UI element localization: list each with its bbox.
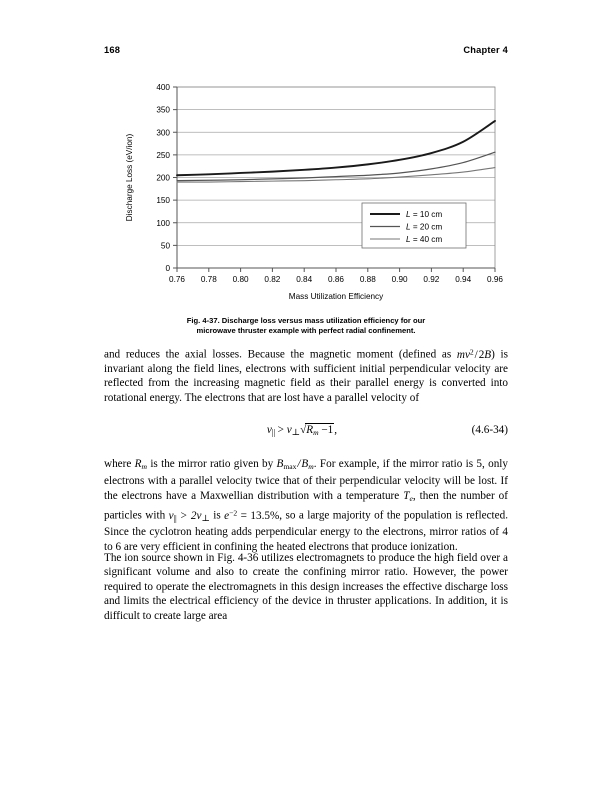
paragraph-3-text: The ion source shown in Fig. 4-36 utilizes electromagnets to produce the high field over a significant volume and also to create the confining mirror ratio. However, the power required to operate the electromagnets in this design increases the effective discharge loss and limits the electrical efficiency of the device in thruster applications. In addition, it is difficult to create large area xyxy=(104,552,508,622)
caption-line-1: Fig. 4-37. Discharge loss versus mass utilization efficiency for our xyxy=(186,316,426,325)
math-velocity-condition: v|| > 2v⊥ xyxy=(168,509,210,523)
chart-y-axis-title: Discharge Loss (eV/ion) xyxy=(125,133,134,222)
chart-x-tick-label: 0.94 xyxy=(455,275,472,284)
paragraph-1 xyxy=(104,345,508,405)
page-number: 168 xyxy=(104,45,121,55)
chart-legend-label-3: L = 40 cm xyxy=(406,235,443,244)
chart-y-tick-label: 250 xyxy=(156,150,170,160)
chart-x-axis-title: Mass Utilization Efficiency xyxy=(288,292,384,301)
para2-part4: , then the number of particles with xyxy=(104,489,508,522)
math-mirror-ratio: $R_m$ xyxy=(134,458,147,471)
para2-part5: is xyxy=(209,509,225,522)
chart-series-line-1 xyxy=(177,121,495,175)
chart-x-tick-label: 0.78 xyxy=(200,275,217,284)
math-b-ratio: $B_{max}$ / $B_m$ xyxy=(276,458,314,471)
math-e-value: $e^{-2} = 13.5\%$ xyxy=(224,508,280,522)
equation-4-6-34 xyxy=(104,423,508,438)
chart-y-tick-label: 0 xyxy=(165,264,170,274)
caption-line-2: microwave thruster example with perfect radial confinement. xyxy=(196,326,416,336)
paragraph-3 xyxy=(104,551,508,623)
chart-y-tick-label: 350 xyxy=(156,105,170,115)
para1-part2: ) is invariant along the field lines, electrons with sufficient initial perpendicular velocity are reflected from the increasing magnetic field as their parallel energy is converted into rotational energy. The electrons that are lost have a parallel velocity of xyxy=(104,348,509,404)
para2-part1: where xyxy=(104,458,135,470)
paragraph-2-text xyxy=(104,457,508,554)
chart-series-line-2 xyxy=(177,152,495,181)
para2-part2: is the mirror ratio given by xyxy=(147,458,277,470)
paragraph-2 xyxy=(104,457,508,554)
paragraph-1-text xyxy=(104,345,508,405)
chart-y-tick-label: 150 xyxy=(156,196,170,206)
running-head xyxy=(104,45,508,55)
chart-legend-label-1: L = 10 cm xyxy=(406,210,443,219)
para2-part3: . For example, if the mirror ratio is 5, only electrons with a parallel velocity twice that of their perpendicular velocity will be lost. If the electrons have a Maxwellian distribution with a temperature xyxy=(104,458,508,502)
chart-y-tick-label: 50 xyxy=(160,241,170,251)
para2-part6: , so a large majority of the population is reflected. Since the cyclotron heating adds perpendicular energy to the electrons, mirror ratios of 4 to 6 are very efficient in confining the heated electrons that produce ionization. xyxy=(104,509,508,553)
chart-y-tick-label: 100 xyxy=(156,218,170,228)
chart-y-tick-label: 200 xyxy=(156,173,170,183)
chart-svg xyxy=(104,78,508,310)
chart-x-tick-label: 0.92 xyxy=(423,275,440,284)
chart-legend-label-2: L = 20 cm xyxy=(406,222,443,232)
chart-x-tick-label: 0.90 xyxy=(391,275,408,284)
figure-caption xyxy=(104,316,508,336)
chart-y-tick-label: 400 xyxy=(156,83,170,93)
chart-x-tick-label: 0.86 xyxy=(328,275,344,284)
figure-4-37 xyxy=(104,78,508,336)
chart-discharge-loss xyxy=(104,78,508,310)
para1-part1: and reduces the axial losses. Because the magnetic moment (defined as xyxy=(104,348,457,361)
chart-x-tick-label: 0.82 xyxy=(264,275,281,284)
chart-x-tick-label: 0.88 xyxy=(359,275,376,284)
math-magnetic-moment: $mv^2$ / 2B xyxy=(456,347,492,361)
math-electron-temperature: $T_e$ xyxy=(403,489,413,503)
chapter-label: Chapter 4 xyxy=(463,45,508,55)
equation-number: (4.6-34) xyxy=(471,424,508,436)
chart-x-tick-label: 0.84 xyxy=(296,275,313,284)
chart-y-tick-label: 300 xyxy=(156,128,170,138)
chart-x-tick-label: 0.96 xyxy=(487,275,503,284)
chart-x-tick-label: 0.80 xyxy=(232,275,249,284)
equation-expression: $v|| > v\perp√R_m -1$, xyxy=(266,424,338,437)
chart-x-tick-label: 0.76 xyxy=(169,275,185,284)
